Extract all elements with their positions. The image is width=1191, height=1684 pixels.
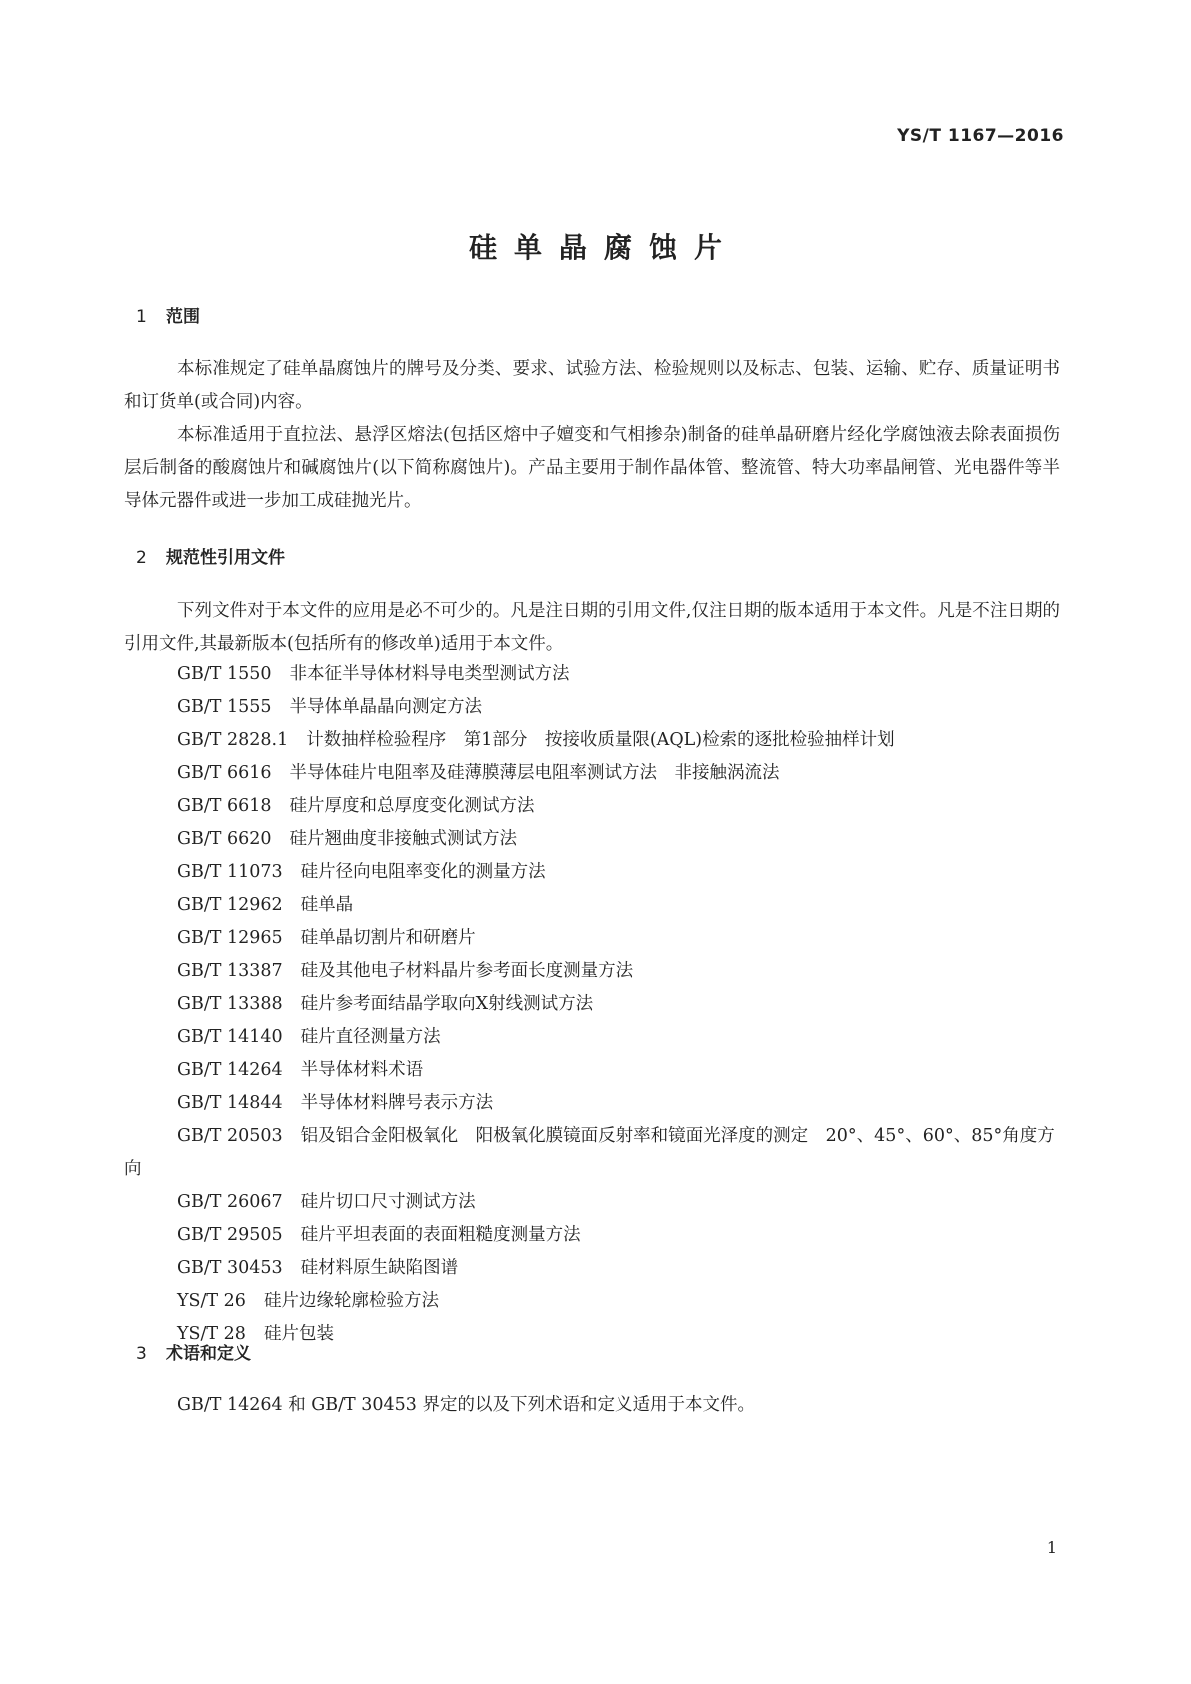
reference-code: GB/T 6616 xyxy=(177,763,272,783)
reference-code: GB/T 6618 xyxy=(177,796,272,816)
reference-title: 硅单晶 xyxy=(300,895,354,915)
reference-item xyxy=(124,1318,1064,1351)
reference-title: 硅片参考面结晶学取向X射线测试方法 xyxy=(300,994,594,1014)
reference-item xyxy=(124,1021,1064,1054)
reference-item xyxy=(124,1054,1064,1087)
reference-code: GB/T 30453 xyxy=(177,1258,283,1278)
document-title: 硅单晶腐蚀片 xyxy=(468,231,739,264)
section-1-paragraph-2: 本标准适用于直拉法、悬浮区熔法(包括区熔中子嬗变和气相掺杂)制备的硅单晶研磨片经化学腐蚀液去除表面损伤层后制备的酸腐蚀片和碱腐蚀片(以下简称腐蚀片)。产品主要用于制作晶体管、整流管、特大功率晶闸管、光电器件等半导体元器件或进一步加工成硅抛光片。 xyxy=(124,425,1060,511)
reference-code: GB/T 12962 xyxy=(177,895,283,915)
reference-title: 硅片厚度和总厚度变化测试方法 xyxy=(289,796,535,816)
reference-item xyxy=(124,724,1064,757)
section-2-heading xyxy=(136,543,285,568)
reference-title: 硅片包装 xyxy=(263,1324,334,1344)
reference-title: 硅片边缘轮廓检验方法 xyxy=(263,1291,439,1311)
reference-item xyxy=(124,889,1064,922)
reference-item xyxy=(124,1285,1064,1318)
reference-title: 硅材料原生缺陷图谱 xyxy=(300,1258,459,1278)
section-1-number: 1 xyxy=(136,307,147,327)
reference-code: GB/T 29505 xyxy=(177,1225,283,1245)
reference-item xyxy=(124,790,1064,823)
reference-code: GB/T 12965 xyxy=(177,928,283,948)
reference-title: 铝及铝合金阳极氧化 阳极氧化膜镜面反射率和镜面光泽度的测定 20°、45°、60°、85°角度方向 xyxy=(124,1126,1055,1179)
reference-item xyxy=(124,757,1064,790)
reference-item xyxy=(124,1219,1064,1252)
reference-title: 硅片翘曲度非接触式测试方法 xyxy=(289,829,518,849)
reference-title: 半导体材料牌号表示方法 xyxy=(300,1093,494,1113)
reference-item xyxy=(124,1120,1064,1186)
reference-code: GB/T 1555 xyxy=(177,697,272,717)
reference-title: 半导体单晶晶向测定方法 xyxy=(289,697,483,717)
reference-title: 硅片径向电阻率变化的测量方法 xyxy=(300,862,546,882)
reference-title: 计数抽样检验程序 第1部分 按接收质量限(AQL)检索的逐批检验抽样计划 xyxy=(306,730,895,750)
reference-title: 硅片切口尺寸测试方法 xyxy=(300,1192,476,1212)
reference-code: GB/T 20503 xyxy=(177,1126,283,1146)
reference-code: GB/T 11073 xyxy=(177,862,283,882)
reference-item xyxy=(124,658,1064,691)
section-3-title: 术语和定义 xyxy=(166,1344,251,1364)
reference-item xyxy=(124,1252,1064,1285)
reference-title: 硅片平坦表面的表面粗糙度测量方法 xyxy=(300,1225,581,1245)
section-1-title: 范围 xyxy=(166,307,200,327)
section-3-number: 3 xyxy=(136,1344,147,1364)
reference-item xyxy=(124,823,1064,856)
reference-code: GB/T 14140 xyxy=(177,1027,283,1047)
reference-code: GB/T 6620 xyxy=(177,829,272,849)
reference-item xyxy=(124,856,1064,889)
reference-item xyxy=(124,1186,1064,1219)
reference-title: 硅片直径测量方法 xyxy=(300,1027,441,1047)
reference-item xyxy=(124,955,1064,988)
reference-code: GB/T 14264 xyxy=(177,1060,283,1080)
section-2-number: 2 xyxy=(136,548,147,568)
section-2-title: 规范性引用文件 xyxy=(166,548,285,568)
reference-code: YS/T 28 xyxy=(177,1324,246,1344)
normative-references-list xyxy=(124,658,1064,1351)
reference-code: GB/T 1550 xyxy=(177,664,272,684)
reference-code: GB/T 26067 xyxy=(177,1192,283,1212)
standard-code: YS/T 1167—2016 xyxy=(897,126,1064,146)
reference-code: GB/T 13387 xyxy=(177,961,283,981)
reference-code: GB/T 14844 xyxy=(177,1093,283,1113)
reference-item xyxy=(124,691,1064,724)
reference-item xyxy=(124,922,1064,955)
reference-code: GB/T 13388 xyxy=(177,994,283,1014)
section-1-paragraph-1: 本标准规定了硅单晶腐蚀片的牌号及分类、要求、试验方法、检验规则以及标志、包装、运输、贮存、质量证明书和订货单(或合同)内容。 xyxy=(124,359,1060,412)
section-3-heading xyxy=(136,1339,251,1364)
reference-title: 非本征半导体材料导电类型测试方法 xyxy=(289,664,570,684)
reference-code: YS/T 26 xyxy=(177,1291,246,1311)
reference-code: GB/T 2828.1 xyxy=(177,730,289,750)
reference-title: 半导体硅片电阻率及硅薄膜薄层电阻率测试方法 非接触涡流法 xyxy=(289,763,780,783)
page-number: 1 xyxy=(1046,1538,1057,1557)
reference-title: 半导体材料术语 xyxy=(300,1060,424,1080)
reference-item xyxy=(124,1087,1064,1120)
section-3-paragraph-1: GB/T 14264 和 GB/T 30453 界定的以及下列术语和定义适用于本文件。 xyxy=(177,1395,755,1415)
section-1-heading xyxy=(136,302,200,327)
reference-title: 硅单晶切割片和研磨片 xyxy=(300,928,476,948)
reference-item xyxy=(124,988,1064,1021)
section-2-intro: 下列文件对于本文件的应用是必不可少的。凡是注日期的引用文件,仅注日期的版本适用于本文件。凡是不注日期的引用文件,其最新版本(包括所有的修改单)适用于本文件。 xyxy=(124,601,1060,654)
reference-title: 硅及其他电子材料晶片参考面长度测量方法 xyxy=(300,961,634,981)
